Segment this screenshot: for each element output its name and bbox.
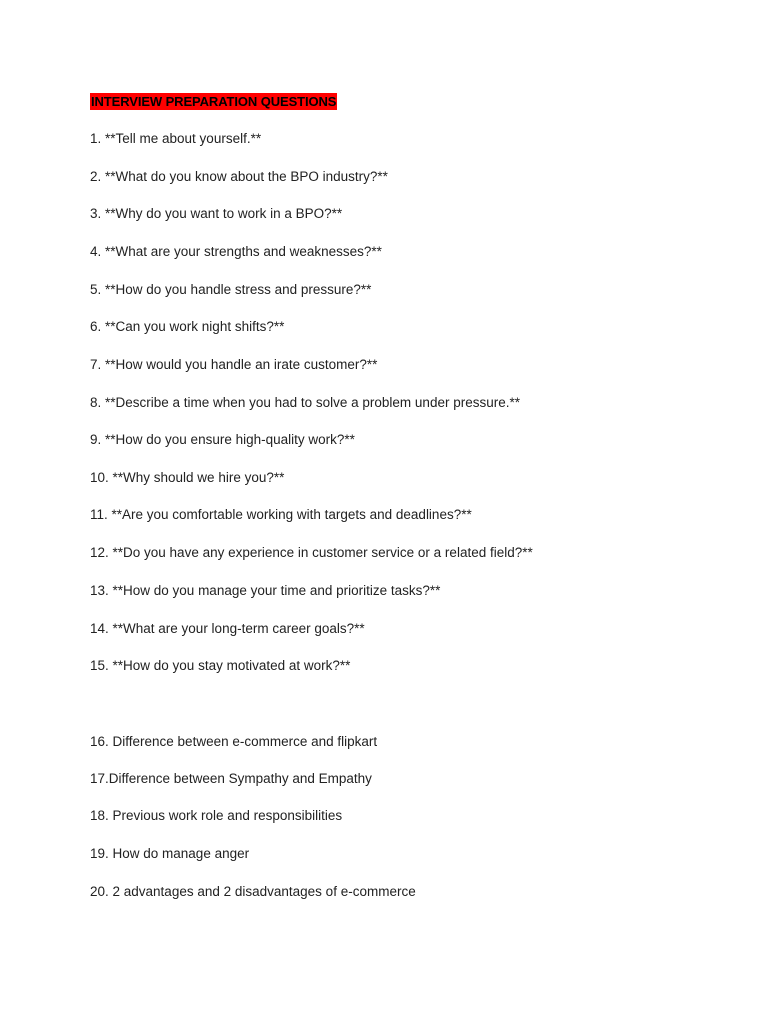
question-item: 19. How do manage anger	[90, 846, 250, 861]
question-item: 7. **How would you handle an irate customer?**	[90, 357, 378, 372]
question-item: 6. **Can you work night shifts?**	[90, 319, 285, 334]
question-item: 16. Difference between e-commerce and flipkart	[90, 734, 378, 749]
question-item: 4. **What are your strengths and weaknesses?**	[90, 244, 382, 259]
page-title: INTERVIEW PREPARATION QUESTIONS	[91, 94, 337, 109]
question-item: 15. **How do you stay motivated at work?**	[90, 658, 351, 673]
question-item: 10. **Why should we hire you?**	[90, 470, 285, 485]
question-item: 8. **Describe a time when you had to solve a problem under pressure.**	[90, 395, 520, 410]
question-item: 18. Previous work role and responsibilities	[90, 808, 343, 823]
question-item: 12. **Do you have any experience in customer service or a related field?**	[90, 545, 533, 560]
question-item: 2. **What do you know about the BPO industry?**	[90, 169, 388, 184]
question-item: 17.Difference between Sympathy and Empathy	[90, 771, 372, 786]
question-item: 9. **How do you ensure high-quality work?**	[90, 432, 355, 447]
question-item: 20. 2 advantages and 2 disadvantages of e-commerce	[90, 884, 416, 899]
question-item: 14. **What are your long-term career goals?**	[90, 621, 365, 636]
question-item: 11. **Are you comfortable working with targets and deadlines?**	[90, 507, 472, 522]
question-item: 13. **How do you manage your time and prioritize tasks?**	[90, 583, 441, 598]
question-item: 5. **How do you handle stress and pressure?**	[90, 282, 372, 297]
question-item: 3. **Why do you want to work in a BPO?**	[90, 206, 343, 221]
question-item: 1. **Tell me about yourself.**	[90, 131, 262, 146]
